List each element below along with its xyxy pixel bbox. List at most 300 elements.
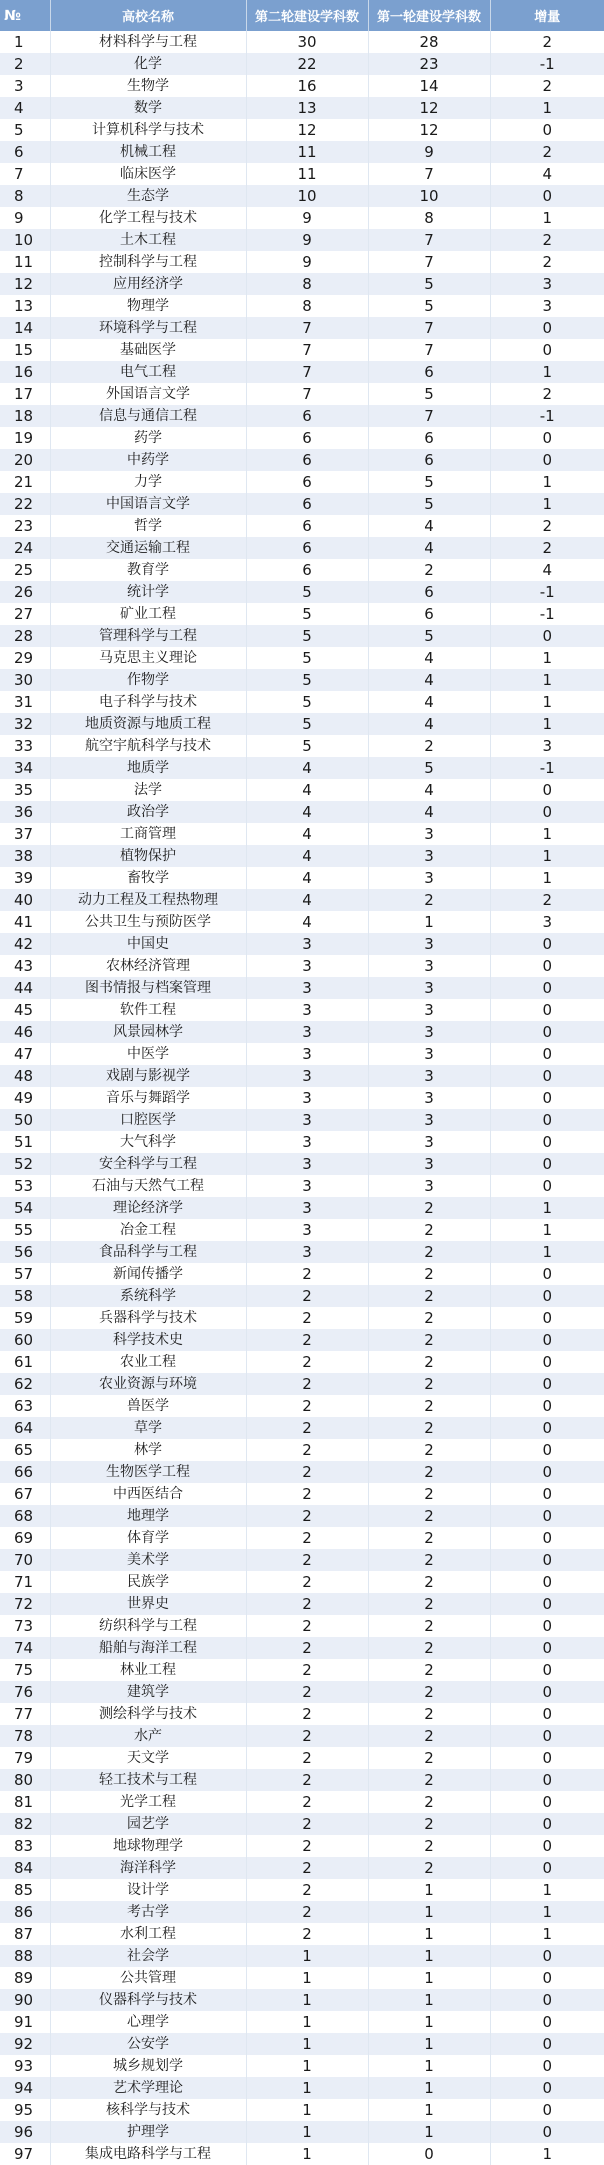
- cell-number: 61: [0, 1351, 50, 1373]
- cell-discipline-name: 力学: [50, 471, 246, 493]
- cell-number: 33: [0, 735, 50, 757]
- cell-round2-count: 5: [246, 647, 368, 669]
- cell-round1-count: 2: [368, 1725, 490, 1747]
- cell-round2-count: 2: [246, 1703, 368, 1725]
- cell-number: 80: [0, 1769, 50, 1791]
- cell-round1-count: 0: [368, 2143, 490, 2165]
- table-row: [0, 999, 604, 1021]
- cell-number: 37: [0, 823, 50, 845]
- cell-discipline-name: 公共管理: [50, 1967, 246, 1989]
- cell-discipline-name: 草学: [50, 1417, 246, 1439]
- cell-number: 83: [0, 1835, 50, 1857]
- cell-discipline-name: 图书情报与档案管理: [50, 977, 246, 999]
- cell-number: 65: [0, 1439, 50, 1461]
- cell-number: 86: [0, 1901, 50, 1923]
- cell-increment: 0: [490, 801, 604, 823]
- table-row: [0, 757, 604, 779]
- cell-increment: 2: [490, 251, 604, 273]
- cell-round1-count: 6: [368, 449, 490, 471]
- table-row: [0, 1065, 604, 1087]
- cell-round2-count: 7: [246, 361, 368, 383]
- cell-discipline-name: 地质资源与地质工程: [50, 713, 246, 735]
- cell-increment: 0: [490, 317, 604, 339]
- cell-round2-count: 3: [246, 1131, 368, 1153]
- cell-round1-count: 12: [368, 119, 490, 141]
- cell-round1-count: 7: [368, 339, 490, 361]
- cell-number: 20: [0, 449, 50, 471]
- cell-discipline-name: 公共卫生与预防医学: [50, 911, 246, 933]
- cell-discipline-name: 心理学: [50, 2011, 246, 2033]
- table-row: [0, 449, 604, 471]
- cell-discipline-name: 交通运输工程: [50, 537, 246, 559]
- table-row: [0, 1527, 604, 1549]
- cell-round2-count: 4: [246, 889, 368, 911]
- cell-increment: -1: [490, 581, 604, 603]
- cell-number: 75: [0, 1659, 50, 1681]
- cell-discipline-name: 中药学: [50, 449, 246, 471]
- cell-number: 89: [0, 1967, 50, 1989]
- table-row: [0, 1615, 604, 1637]
- cell-round1-count: 3: [368, 999, 490, 1021]
- table-row: [0, 1703, 604, 1725]
- cell-discipline-name: 世界史: [50, 1593, 246, 1615]
- cell-round2-count: 2: [246, 1439, 368, 1461]
- cell-increment: 1: [490, 647, 604, 669]
- table-row: [0, 1417, 604, 1439]
- cell-increment: 3: [490, 911, 604, 933]
- cell-round2-count: 1: [246, 2099, 368, 2121]
- cell-round2-count: 2: [246, 1417, 368, 1439]
- cell-number: 42: [0, 933, 50, 955]
- cell-number: 35: [0, 779, 50, 801]
- cell-round2-count: 6: [246, 537, 368, 559]
- cell-discipline-name: 设计学: [50, 1879, 246, 1901]
- table-row: [0, 1835, 604, 1857]
- cell-number: 71: [0, 1571, 50, 1593]
- cell-round1-count: 2: [368, 1373, 490, 1395]
- cell-round2-count: 7: [246, 339, 368, 361]
- cell-round1-count: 4: [368, 691, 490, 713]
- cell-number: 91: [0, 2011, 50, 2033]
- cell-increment: 0: [490, 1769, 604, 1791]
- cell-round1-count: 2: [368, 1439, 490, 1461]
- cell-discipline-name: 畜牧学: [50, 867, 246, 889]
- cell-number: 16: [0, 361, 50, 383]
- cell-round2-count: 5: [246, 691, 368, 713]
- cell-discipline-name: 音乐与舞蹈学: [50, 1087, 246, 1109]
- cell-increment: 0: [490, 1593, 604, 1615]
- cell-round1-count: 14: [368, 75, 490, 97]
- cell-increment: 0: [490, 2099, 604, 2121]
- table-row: [0, 185, 604, 207]
- cell-round1-count: 2: [368, 735, 490, 757]
- cell-round2-count: 3: [246, 1241, 368, 1263]
- cell-discipline-name: 冶金工程: [50, 1219, 246, 1241]
- cell-number: 13: [0, 295, 50, 317]
- cell-increment: 0: [490, 1835, 604, 1857]
- cell-round2-count: 1: [246, 1967, 368, 1989]
- cell-discipline-name: 测绘科学与技术: [50, 1703, 246, 1725]
- table-row: [0, 229, 604, 251]
- table-row: [0, 251, 604, 273]
- cell-increment: 1: [490, 713, 604, 735]
- cell-discipline-name: 核科学与技术: [50, 2099, 246, 2121]
- cell-increment: 1: [490, 2143, 604, 2165]
- cell-increment: 3: [490, 273, 604, 295]
- cell-discipline-name: 工商管理: [50, 823, 246, 845]
- cell-increment: 1: [490, 1901, 604, 1923]
- cell-round1-count: 2: [368, 889, 490, 911]
- cell-increment: 0: [490, 1681, 604, 1703]
- cell-round2-count: 2: [246, 1835, 368, 1857]
- cell-round1-count: 4: [368, 779, 490, 801]
- cell-number: 23: [0, 515, 50, 537]
- cell-round2-count: 2: [246, 1659, 368, 1681]
- cell-increment: 2: [490, 383, 604, 405]
- cell-round1-count: 1: [368, 1901, 490, 1923]
- cell-round1-count: 1: [368, 1989, 490, 2011]
- table-body: [0, 31, 604, 2165]
- cell-discipline-name: 中西医结合: [50, 1483, 246, 1505]
- cell-round2-count: 1: [246, 2077, 368, 2099]
- table-row: [0, 97, 604, 119]
- cell-increment: 0: [490, 1967, 604, 1989]
- cell-round2-count: 6: [246, 405, 368, 427]
- header-round1-count: 第一轮建设学科数: [368, 0, 490, 31]
- cell-round1-count: 28: [368, 31, 490, 53]
- cell-discipline-name: 林业工程: [50, 1659, 246, 1681]
- cell-number: 49: [0, 1087, 50, 1109]
- cell-round1-count: 3: [368, 1043, 490, 1065]
- cell-increment: 1: [490, 1879, 604, 1901]
- cell-round1-count: 1: [368, 2033, 490, 2055]
- cell-round1-count: 2: [368, 1637, 490, 1659]
- cell-number: 19: [0, 427, 50, 449]
- cell-discipline-name: 水产: [50, 1725, 246, 1747]
- cell-round1-count: 3: [368, 1131, 490, 1153]
- cell-round1-count: 1: [368, 1879, 490, 1901]
- cell-discipline-name: 法学: [50, 779, 246, 801]
- cell-round2-count: 2: [246, 1681, 368, 1703]
- cell-round2-count: 2: [246, 1637, 368, 1659]
- cell-increment: 0: [490, 1439, 604, 1461]
- cell-increment: 1: [490, 867, 604, 889]
- cell-increment: 0: [490, 1329, 604, 1351]
- table-row: [0, 933, 604, 955]
- cell-increment: 0: [490, 1021, 604, 1043]
- cell-round1-count: 6: [368, 361, 490, 383]
- cell-number: 11: [0, 251, 50, 273]
- cell-number: 64: [0, 1417, 50, 1439]
- cell-round1-count: 2: [368, 559, 490, 581]
- cell-number: 15: [0, 339, 50, 361]
- cell-increment: 0: [490, 1725, 604, 1747]
- cell-round1-count: 5: [368, 757, 490, 779]
- cell-increment: 2: [490, 229, 604, 251]
- cell-number: 59: [0, 1307, 50, 1329]
- cell-increment: 3: [490, 295, 604, 317]
- cell-round2-count: 1: [246, 2011, 368, 2033]
- cell-number: 18: [0, 405, 50, 427]
- cell-discipline-name: 石油与天然气工程: [50, 1175, 246, 1197]
- table-row: [0, 801, 604, 823]
- table-row: [0, 1747, 604, 1769]
- cell-number: 47: [0, 1043, 50, 1065]
- cell-round1-count: 2: [368, 1681, 490, 1703]
- cell-round1-count: 2: [368, 1659, 490, 1681]
- cell-round1-count: 4: [368, 537, 490, 559]
- cell-discipline-name: 信息与通信工程: [50, 405, 246, 427]
- cell-number: 30: [0, 669, 50, 691]
- cell-round1-count: 7: [368, 229, 490, 251]
- cell-increment: 1: [490, 669, 604, 691]
- cell-round2-count: 2: [246, 1725, 368, 1747]
- table-row: [0, 955, 604, 977]
- cell-number: 68: [0, 1505, 50, 1527]
- cell-round2-count: 4: [246, 845, 368, 867]
- cell-round2-count: 2: [246, 1791, 368, 1813]
- table-row: [0, 1219, 604, 1241]
- cell-round2-count: 3: [246, 1175, 368, 1197]
- cell-round2-count: 1: [246, 1989, 368, 2011]
- cell-round1-count: 2: [368, 1351, 490, 1373]
- table-row: [0, 2077, 604, 2099]
- cell-discipline-name: 风景园林学: [50, 1021, 246, 1043]
- cell-increment: 0: [490, 1505, 604, 1527]
- table-row: [0, 2143, 604, 2165]
- cell-discipline-name: 理论经济学: [50, 1197, 246, 1219]
- table-row: [0, 1989, 604, 2011]
- cell-discipline-name: 外国语言文学: [50, 383, 246, 405]
- cell-round1-count: 2: [368, 1813, 490, 1835]
- cell-number: 46: [0, 1021, 50, 1043]
- cell-discipline-name: 矿业工程: [50, 603, 246, 625]
- table-row: [0, 1483, 604, 1505]
- cell-increment: 0: [490, 1703, 604, 1725]
- cell-round2-count: 5: [246, 625, 368, 647]
- cell-round2-count: 9: [246, 207, 368, 229]
- cell-round2-count: 1: [246, 2121, 368, 2143]
- table-row: [0, 119, 604, 141]
- cell-round2-count: 2: [246, 1879, 368, 1901]
- cell-round1-count: 7: [368, 405, 490, 427]
- cell-number: 82: [0, 1813, 50, 1835]
- cell-round1-count: 4: [368, 713, 490, 735]
- cell-increment: 0: [490, 1153, 604, 1175]
- table-row: [0, 1307, 604, 1329]
- cell-discipline-name: 植物保护: [50, 845, 246, 867]
- cell-increment: 0: [490, 779, 604, 801]
- cell-round2-count: 3: [246, 1219, 368, 1241]
- cell-number: 67: [0, 1483, 50, 1505]
- cell-round1-count: 5: [368, 493, 490, 515]
- cell-discipline-name: 纺织科学与工程: [50, 1615, 246, 1637]
- cell-number: 60: [0, 1329, 50, 1351]
- cell-number: 94: [0, 2077, 50, 2099]
- table-row: [0, 1945, 604, 1967]
- cell-number: 63: [0, 1395, 50, 1417]
- cell-round2-count: 2: [246, 1329, 368, 1351]
- cell-round1-count: 5: [368, 295, 490, 317]
- table-row: [0, 1901, 604, 1923]
- cell-round1-count: 1: [368, 2099, 490, 2121]
- cell-discipline-name: 仪器科学与技术: [50, 1989, 246, 2011]
- table-row: [0, 1461, 604, 1483]
- cell-round1-count: 2: [368, 1835, 490, 1857]
- cell-number: 55: [0, 1219, 50, 1241]
- cell-increment: 2: [490, 141, 604, 163]
- cell-discipline-name: 大气科学: [50, 1131, 246, 1153]
- cell-number: 29: [0, 647, 50, 669]
- cell-discipline-name: 临床医学: [50, 163, 246, 185]
- cell-round2-count: 5: [246, 735, 368, 757]
- cell-number: 77: [0, 1703, 50, 1725]
- cell-increment: 0: [490, 1373, 604, 1395]
- cell-increment: 0: [490, 1549, 604, 1571]
- cell-round2-count: 6: [246, 559, 368, 581]
- cell-discipline-name: 电子科学与技术: [50, 691, 246, 713]
- cell-discipline-name: 农林经济管理: [50, 955, 246, 977]
- cell-discipline-name: 机械工程: [50, 141, 246, 163]
- cell-number: 1: [0, 31, 50, 53]
- table-row: [0, 1373, 604, 1395]
- cell-increment: -1: [490, 53, 604, 75]
- cell-number: 21: [0, 471, 50, 493]
- table-row: [0, 1549, 604, 1571]
- cell-round2-count: 1: [246, 2055, 368, 2077]
- cell-round1-count: 10: [368, 185, 490, 207]
- cell-discipline-name: 建筑学: [50, 1681, 246, 1703]
- cell-number: 50: [0, 1109, 50, 1131]
- cell-round2-count: 5: [246, 581, 368, 603]
- cell-round1-count: 7: [368, 251, 490, 273]
- table-row: [0, 1329, 604, 1351]
- table-row: [0, 339, 604, 361]
- table-row: [0, 405, 604, 427]
- cell-round1-count: 3: [368, 933, 490, 955]
- table-row: [0, 1505, 604, 1527]
- cell-increment: 0: [490, 1483, 604, 1505]
- cell-round1-count: 5: [368, 273, 490, 295]
- cell-discipline-name: 水利工程: [50, 1923, 246, 1945]
- cell-number: 70: [0, 1549, 50, 1571]
- cell-increment: 0: [490, 2121, 604, 2143]
- table-row: [0, 779, 604, 801]
- cell-round2-count: 4: [246, 867, 368, 889]
- cell-number: 84: [0, 1857, 50, 1879]
- cell-increment: -1: [490, 405, 604, 427]
- cell-round2-count: 2: [246, 1505, 368, 1527]
- cell-discipline-name: 新闻传播学: [50, 1263, 246, 1285]
- cell-round1-count: 4: [368, 515, 490, 537]
- cell-discipline-name: 戏剧与影视学: [50, 1065, 246, 1087]
- cell-discipline-name: 物理学: [50, 295, 246, 317]
- cell-number: 24: [0, 537, 50, 559]
- cell-number: 17: [0, 383, 50, 405]
- cell-number: 34: [0, 757, 50, 779]
- cell-round2-count: 3: [246, 1197, 368, 1219]
- cell-round2-count: 2: [246, 1307, 368, 1329]
- table-row: [0, 1197, 604, 1219]
- cell-round1-count: 2: [368, 1461, 490, 1483]
- cell-round1-count: 1: [368, 1923, 490, 1945]
- cell-round1-count: 4: [368, 669, 490, 691]
- cell-discipline-name: 公安学: [50, 2033, 246, 2055]
- cell-increment: 1: [490, 97, 604, 119]
- cell-round2-count: 5: [246, 669, 368, 691]
- cell-increment: 1: [490, 845, 604, 867]
- cell-increment: 0: [490, 1857, 604, 1879]
- cell-increment: 0: [490, 933, 604, 955]
- cell-number: 28: [0, 625, 50, 647]
- cell-increment: 1: [490, 1923, 604, 1945]
- cell-number: 10: [0, 229, 50, 251]
- cell-round1-count: 2: [368, 1505, 490, 1527]
- cell-round2-count: 2: [246, 1285, 368, 1307]
- cell-round2-count: 3: [246, 955, 368, 977]
- cell-number: 6: [0, 141, 50, 163]
- cell-increment: 1: [490, 471, 604, 493]
- table-row: [0, 1395, 604, 1417]
- cell-increment: 0: [490, 1307, 604, 1329]
- cell-increment: 0: [490, 955, 604, 977]
- cell-increment: 0: [490, 1615, 604, 1637]
- cell-round2-count: 6: [246, 427, 368, 449]
- cell-increment: 2: [490, 889, 604, 911]
- cell-number: 8: [0, 185, 50, 207]
- table-row: [0, 361, 604, 383]
- cell-number: 62: [0, 1373, 50, 1395]
- cell-discipline-name: 林学: [50, 1439, 246, 1461]
- cell-discipline-name: 中医学: [50, 1043, 246, 1065]
- table-row: [0, 1109, 604, 1131]
- cell-discipline-name: 地理学: [50, 1505, 246, 1527]
- cell-round1-count: 3: [368, 1065, 490, 1087]
- cell-round2-count: 6: [246, 515, 368, 537]
- cell-discipline-name: 食品科学与工程: [50, 1241, 246, 1263]
- cell-number: 97: [0, 2143, 50, 2165]
- cell-round1-count: 2: [368, 1395, 490, 1417]
- table-row: [0, 1351, 604, 1373]
- cell-discipline-name: 农业资源与环境: [50, 1373, 246, 1395]
- cell-round2-count: 1: [246, 2033, 368, 2055]
- cell-discipline-name: 农业工程: [50, 1351, 246, 1373]
- cell-round2-count: 3: [246, 999, 368, 1021]
- cell-round2-count: 2: [246, 1571, 368, 1593]
- table-row: [0, 1175, 604, 1197]
- cell-number: 2: [0, 53, 50, 75]
- cell-increment: 1: [490, 691, 604, 713]
- cell-increment: 1: [490, 1241, 604, 1263]
- cell-discipline-name: 轻工技术与工程: [50, 1769, 246, 1791]
- table-row: [0, 317, 604, 339]
- cell-increment: 0: [490, 185, 604, 207]
- cell-increment: 0: [490, 1351, 604, 1373]
- cell-increment: 0: [490, 2033, 604, 2055]
- cell-round2-count: 2: [246, 1747, 368, 1769]
- table-row: [0, 559, 604, 581]
- cell-round2-count: 3: [246, 1065, 368, 1087]
- cell-discipline-name: 护理学: [50, 2121, 246, 2143]
- cell-discipline-name: 体育学: [50, 1527, 246, 1549]
- cell-number: 76: [0, 1681, 50, 1703]
- cell-round1-count: 2: [368, 1549, 490, 1571]
- cell-round1-count: 2: [368, 1329, 490, 1351]
- cell-round1-count: 3: [368, 1087, 490, 1109]
- table-row: [0, 911, 604, 933]
- cell-round2-count: 2: [246, 1813, 368, 1835]
- cell-number: 69: [0, 1527, 50, 1549]
